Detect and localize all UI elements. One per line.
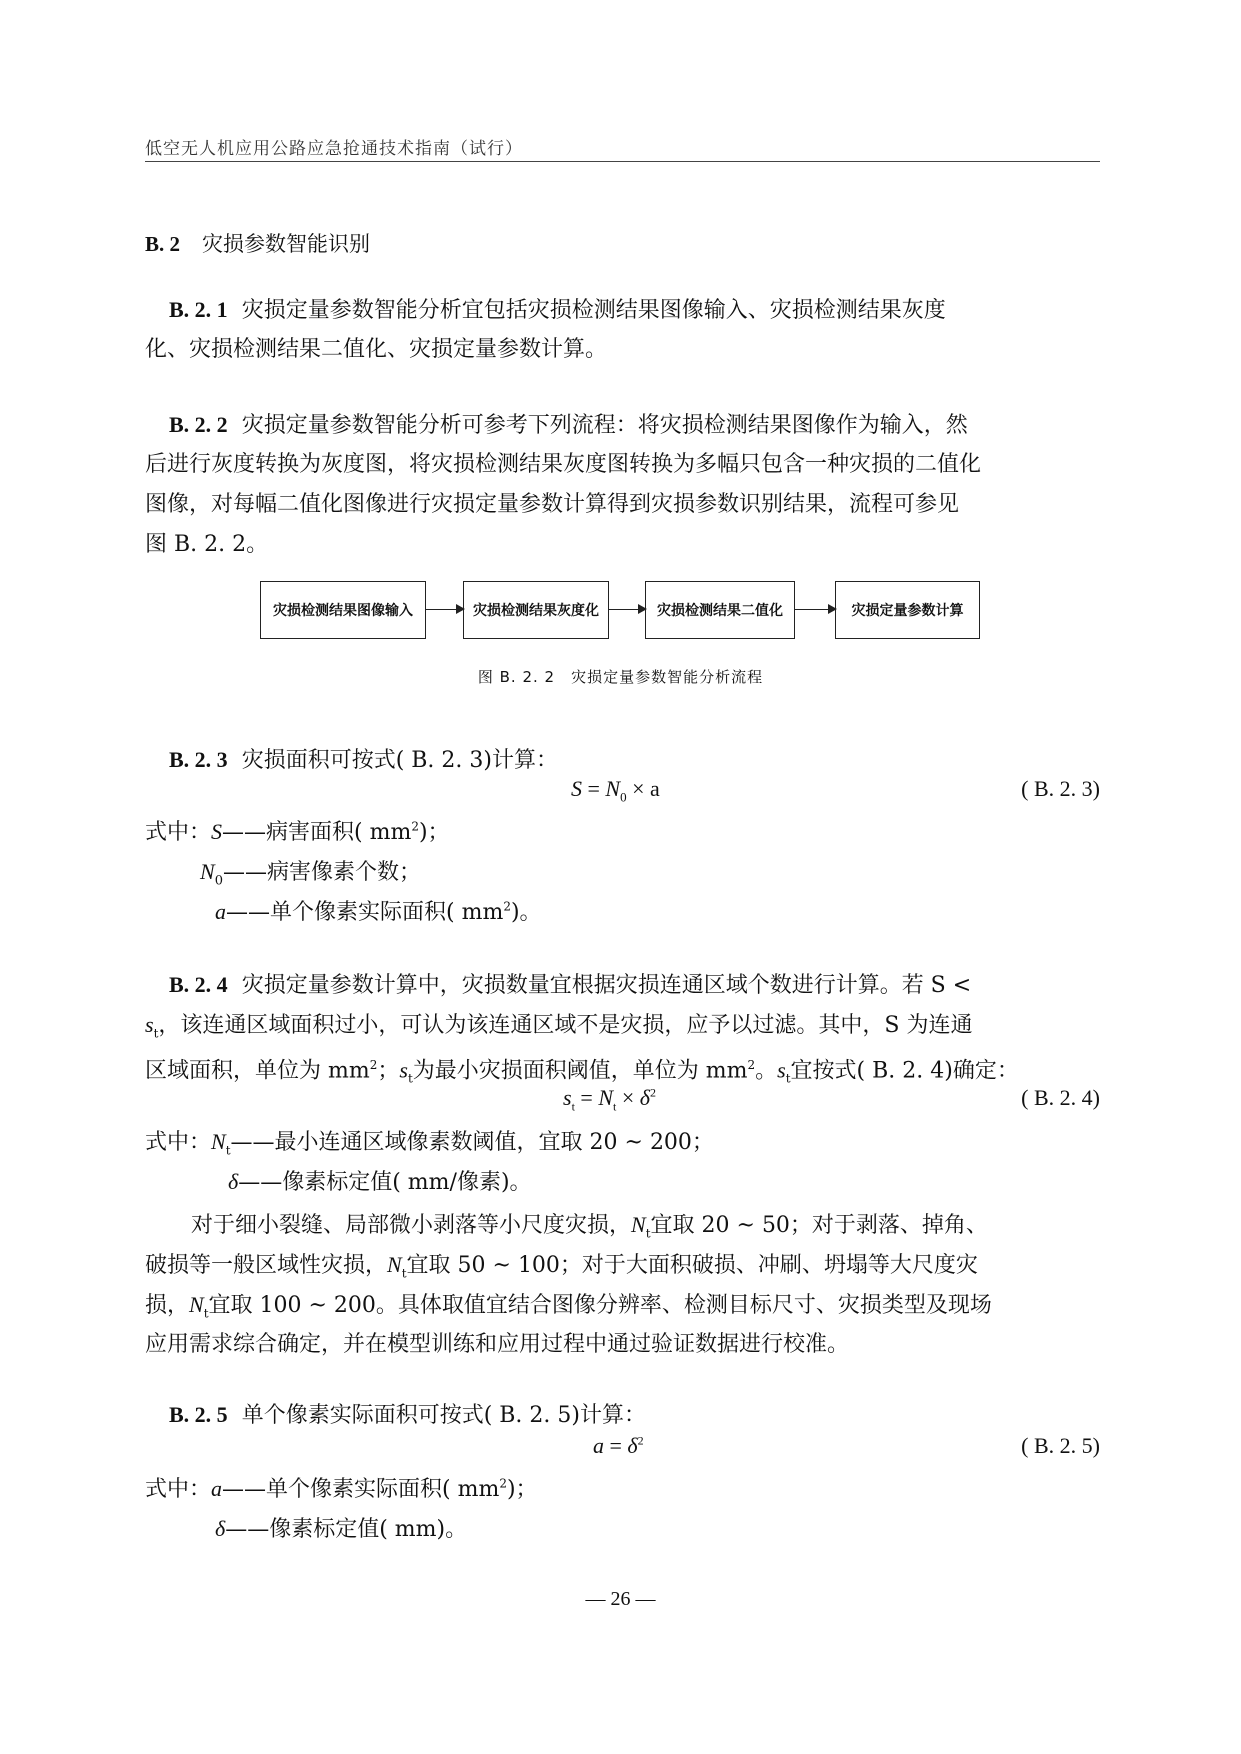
def-line <box>215 895 542 926</box>
clause-number: B. 2. 4 <box>169 972 228 997</box>
paragraph-b-2-3 <box>145 740 1100 781</box>
def-sup: 2 <box>411 819 419 834</box>
clause-text: 对于细小裂缝、局部微小剥落等小尺度灾损， <box>191 1213 632 1238</box>
paragraph-b-2-1-cont: 化、灾损检测结果二值化、灾损定量参数计算。 <box>145 337 608 362</box>
def-sup: 2 <box>503 899 511 914</box>
where-label: 式中： <box>145 1477 212 1502</box>
clause-number: B. 2. 1 <box>169 297 228 322</box>
where-line: 式中：$N_t——$最小连通区域像素数阈值，宜取 20 ~ 200； <box>145 1129 714 1158</box>
eq-symbol: S <box>571 776 582 801</box>
def-text: ——病害像素个数； <box>222 860 421 885</box>
running-header: 低空无人机应用公路应急抢通技术指南（试行） <box>145 139 523 159</box>
eq-term: × a <box>632 776 660 801</box>
def-text: ——像素标定值( mm)。 <box>225 1517 468 1542</box>
paragraph-line: 应用需求综合确定，并在模型训练和应用过程中通过验证数据进行校准。 <box>145 1332 850 1357</box>
def-sub: 0 <box>214 873 223 889</box>
def-text: ——单个像素实际面积( mm <box>226 900 504 925</box>
paragraph-b-2-5 <box>145 1395 1100 1436</box>
flow-step-calc: 灾损定量参数计算 <box>835 581 980 639</box>
def-line <box>200 855 421 888</box>
flow-step-grayscale: 灾损检测结果灰度化 <box>463 581 609 639</box>
def-end: )； <box>418 820 450 845</box>
flow-step-binarize: 灾损检测结果二值化 <box>645 581 795 639</box>
where-line <box>145 815 450 846</box>
def-end: )。 <box>510 900 542 925</box>
where-line: 式中：a——单个像素实际面积( $mm^2$)； <box>145 1476 538 1502</box>
paragraph-b-2-1 <box>145 290 1100 331</box>
paragraph-line: 图 B. 2. 2。 <box>145 532 269 557</box>
paragraph-line: 图像，对每幅二值化图像进行灾损定量参数计算得到灾损参数识别结果，流程可参见 <box>145 492 960 517</box>
paragraph-line: $s_t$，该连通区域面积过小，可认为该连通区域不是灾损，应予以过滤。其中，S 为连通 <box>145 1012 973 1041</box>
paragraph-line: 对于细小裂缝、局部微小剥落等小尺度灾损，$N_t$宜取 20 ~ 50；对于剥落、掉角、 <box>191 1212 988 1241</box>
eq-symbol: N <box>605 776 621 801</box>
def-text: ——单个像素实际面积( mm <box>222 1477 500 1502</box>
equation-number: ( B. 2. 3) <box>1021 776 1100 801</box>
equation-b-2-5: $a = \delta^2$ <box>593 1433 644 1458</box>
clause-number: B. 2. 3 <box>169 747 228 772</box>
clause-text: 宜取 100 ~ 200。具体取值宜结合图像分辨率、检测目标尺寸、灾损类型及现场 <box>208 1293 992 1318</box>
clause-text: 区域面积，单位为 mm <box>145 1058 370 1084</box>
clause-text: ，该连通区域面积过小，可认为该连通区域不是灾损，应予以过滤。其中，S 为连通 <box>158 1013 973 1038</box>
def-text: ——病害面积( mm <box>222 820 412 845</box>
flowchart <box>260 581 980 639</box>
section-number: B. 2 <box>145 232 181 256</box>
def-line: δ——像素标定值( mm/像素)。 <box>228 1169 532 1195</box>
flow-arrow <box>795 609 835 610</box>
clause-text: 宜按式( B. 2. 4)确定： <box>790 1058 1019 1084</box>
paragraph-line: 区域面积，单位为 $mm^2$；$s_t$为最小灾损面积阈值，单位为 $mm^2$。$s_t$宜按式( B. 2. 4)确定： <box>145 1057 1019 1086</box>
paragraph-line: 后进行灰度转换为灰度图，将灾损检测结果灰度图转换为多幅只包含一种灾损的二值化 <box>145 452 982 477</box>
paragraph-b-2-2 <box>145 405 1100 446</box>
header-rule <box>145 161 1100 162</box>
section-heading <box>145 228 370 258</box>
def-text: ——像素标定值( mm/像素)。 <box>238 1170 532 1195</box>
section-title: 灾损参数智能识别 <box>202 232 371 256</box>
clause-number: B. 2. 2 <box>169 412 228 437</box>
clause-number: B. 2. 5 <box>169 1402 228 1427</box>
paragraph-line: 损，$N_t$宜取 100 ~ 200。具体取值宜结合图像分辨率、检测目标尺寸、灾损类型及现场 <box>145 1292 992 1321</box>
def-line: δ——像素标定值( mm)。 <box>215 1516 468 1542</box>
clause-text: 单个像素实际面积可按式( B. 2. 5)计算： <box>241 1403 646 1428</box>
equation-number: ( B. 2. 5) <box>1021 1433 1100 1458</box>
where-label: 式中： <box>145 1130 212 1155</box>
def-text: ——最小连通区域像素数阈值，宜取 20 ~ 200； <box>230 1130 714 1155</box>
clause-text: 灾损定量参数智能分析可参考下列流程：将灾损检测结果图像作为输入，然 <box>241 413 968 438</box>
equation-b-2-4: $s_t = N_t \times \delta^2$ <box>563 1085 657 1114</box>
clause-text: 宜取 20 ~ 50；对于剥落、掉角、 <box>650 1213 988 1238</box>
flow-arrow <box>426 609 463 610</box>
eq-subscript: 0 <box>620 789 627 805</box>
clause-text: 灾损定量参数智能分析宜包括灾损检测结果图像输入、灾损检测结果灰度 <box>241 298 946 323</box>
figure-caption: 图 B. 2. 2 灾损定量参数智能分析流程 <box>477 668 764 686</box>
flow-step-input: 灾损检测结果图像输入 <box>260 581 426 639</box>
def-symbol: a <box>215 899 226 924</box>
clause-text: ； <box>377 1058 400 1084</box>
paragraph-b-2-4 <box>145 965 1100 1006</box>
flow-arrow <box>609 609 645 610</box>
def-symbol: S <box>211 819 223 844</box>
clause-text: 破损等一般区域性灾损， <box>145 1253 388 1278</box>
clause-text: 。 <box>755 1058 778 1084</box>
clause-text: 损， <box>145 1293 190 1318</box>
paragraph-line: 破损等一般区域性灾损，$N_t$宜取 50 ~ 100；对于大面积破损、冲刷、坍塌等大尺度灾 <box>145 1252 978 1281</box>
def-end: )； <box>506 1477 538 1502</box>
equation-b-2-3: $S = N_0 \times a$ <box>571 776 660 805</box>
clause-text: 宜取 50 ~ 100；对于大面积破损、冲刷、坍塌等大尺度灾 <box>406 1253 978 1278</box>
clause-text: 为最小灾损面积阈值，单位为 mm <box>412 1058 748 1084</box>
page-number: — 26 — <box>585 1588 656 1610</box>
clause-text: 灾损定量参数计算中，灾损数量宜根据灾损连通区域个数进行计算。若 S < <box>241 973 972 998</box>
clause-text: 灾损面积可按式( B. 2. 3)计算： <box>241 748 558 773</box>
equation-number: ( B. 2. 4) <box>1021 1085 1100 1110</box>
def-symbol: N <box>200 859 215 884</box>
where-label: 式中： <box>145 820 212 845</box>
